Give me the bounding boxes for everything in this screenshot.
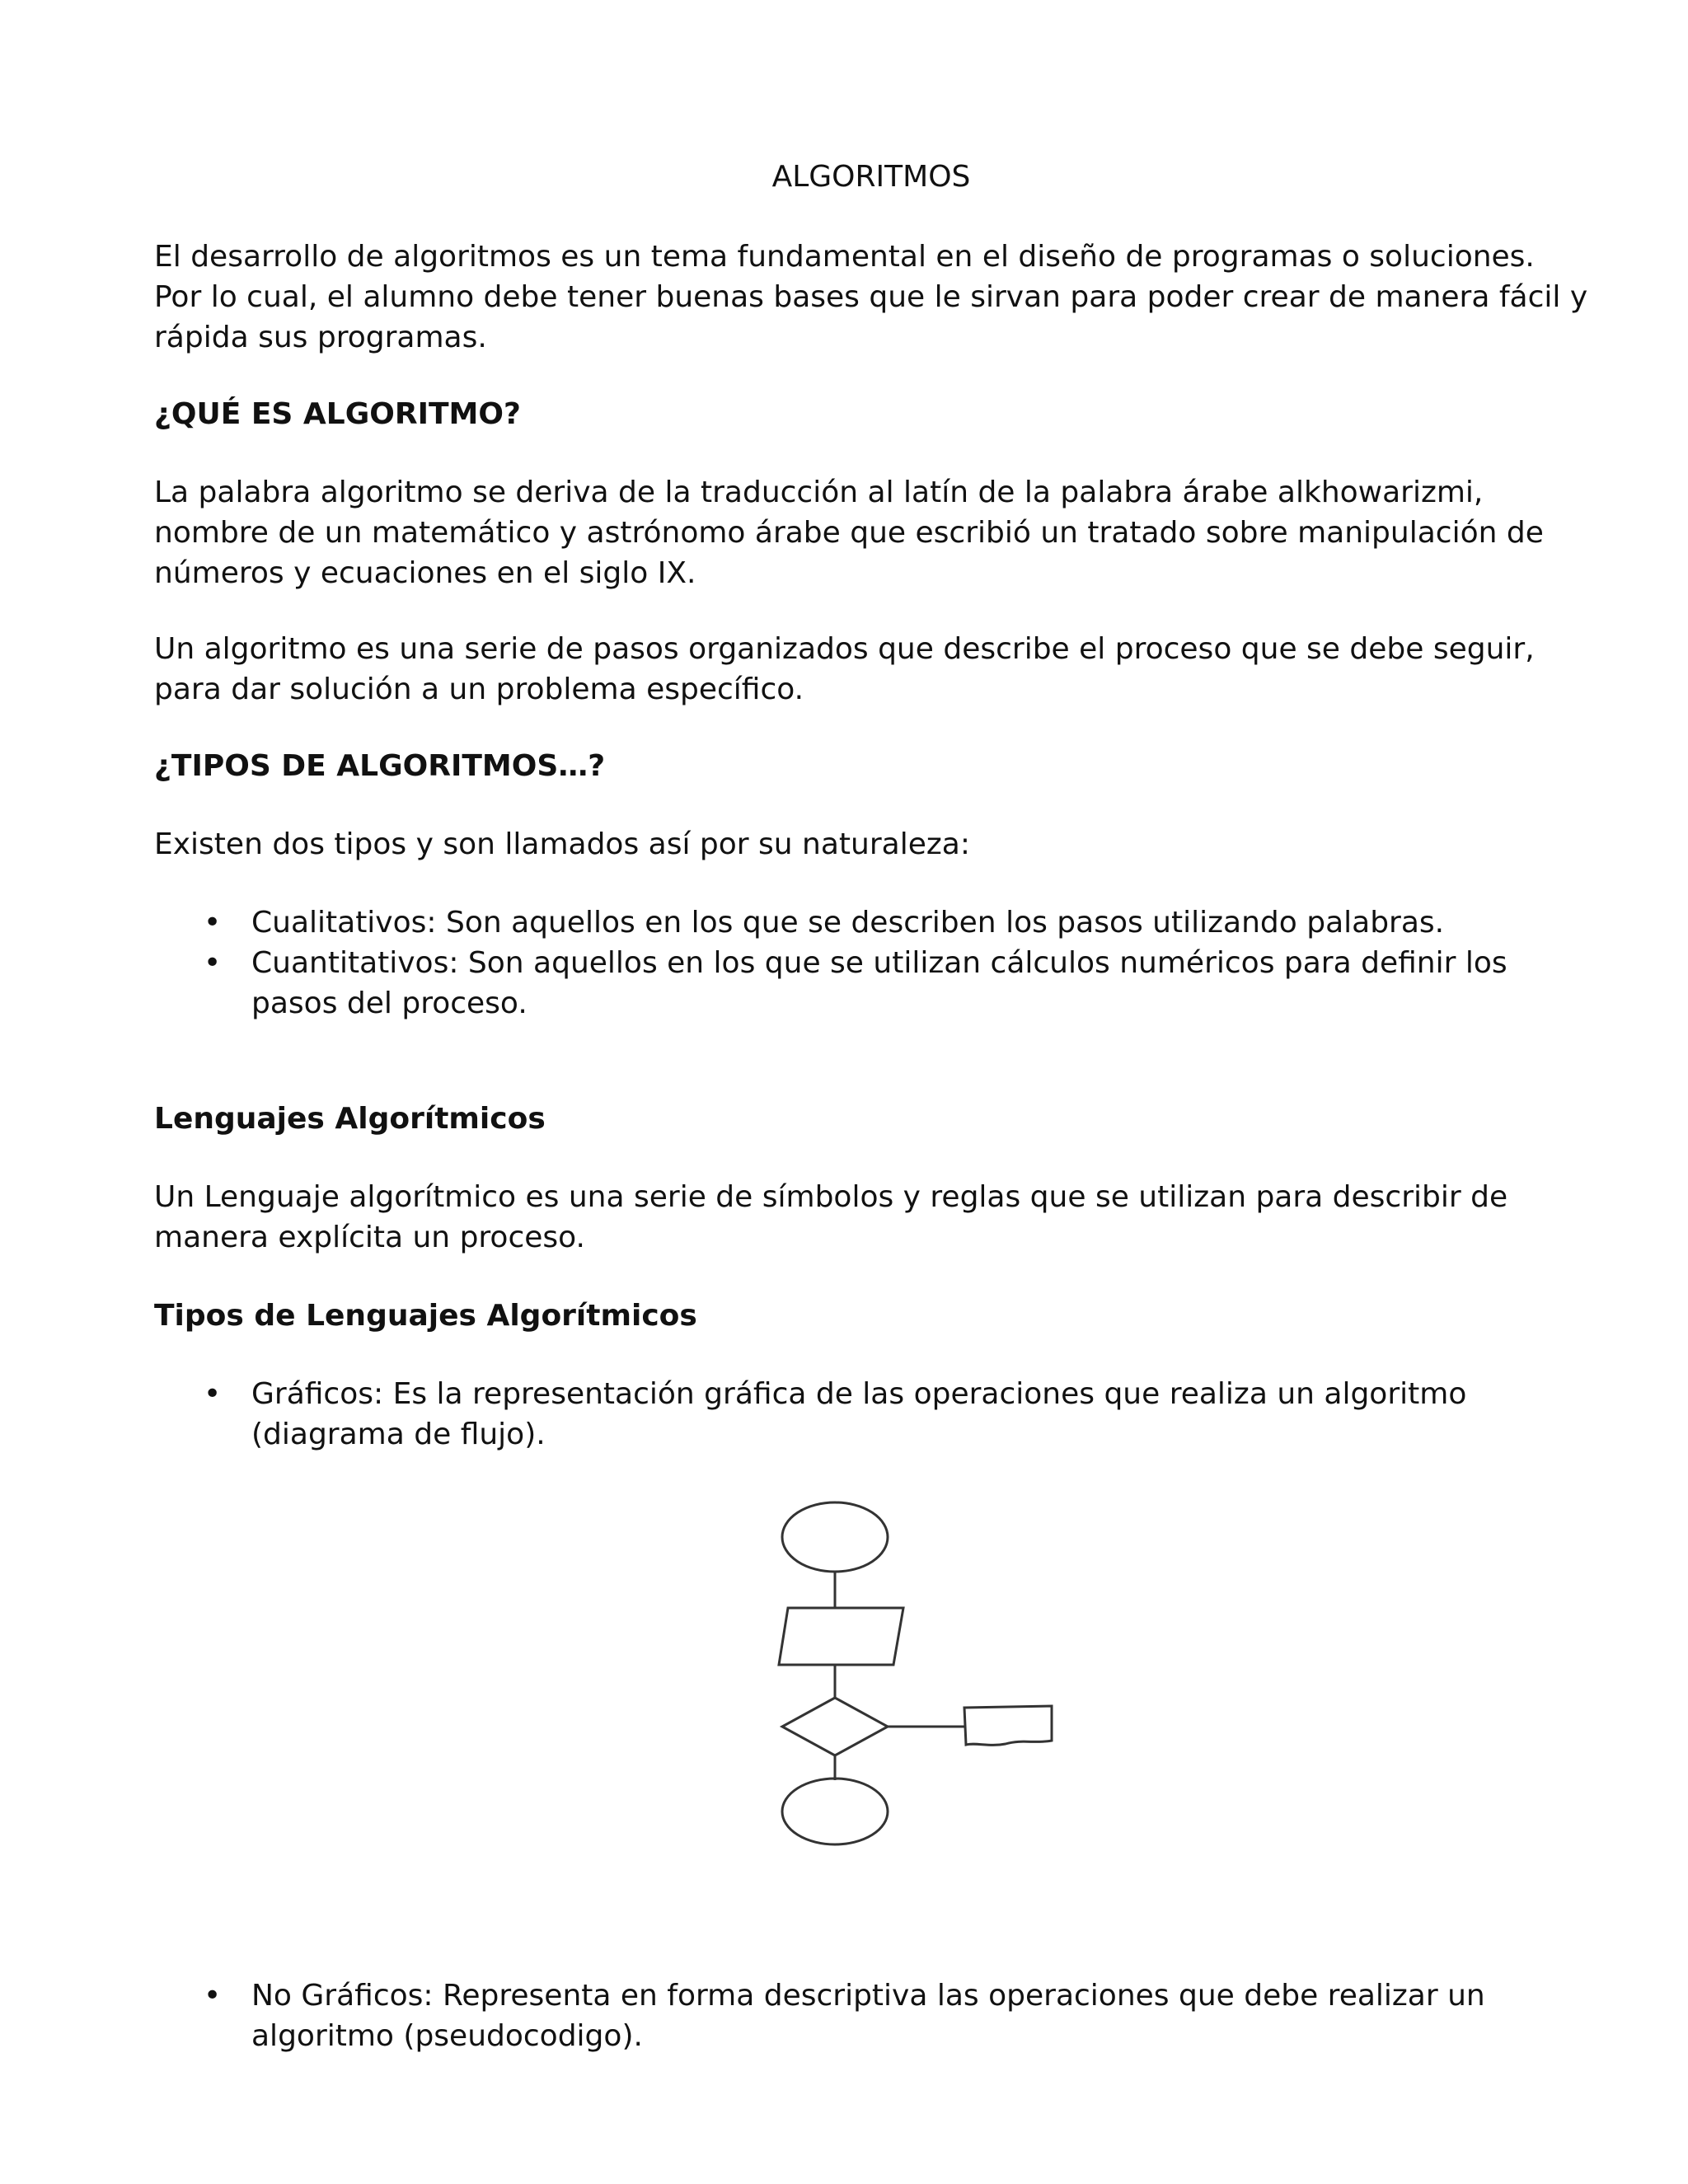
list-item-text: Cualitativos: Son aquellos en los que se describen los pasos utilizando palabras. [251,906,1445,940]
bullet-icon: • [204,1979,222,2013]
decision-diamond-shape [782,1698,888,1755]
bullet-icon: • [204,946,222,980]
end-terminal-shape [782,1779,888,1844]
algorithm-paragraph: Un algoritmo es una serie de pasos organizados que describe el proceso que se debe seguir, para dar solución a un problema específico. [154,632,1535,706]
list-item-cualitativos [154,902,1588,943]
start-terminal-shape [782,1502,888,1572]
section-heading-lenguajes: Lenguajes Algorítmicos [154,1102,546,1136]
list-item-text: No Gráficos: Representa en forma descriptiva las operaciones que debe realizar un algoritmo (pseudocodigo). [251,1979,1485,2053]
types-list [154,902,1588,1024]
list-item-graficos [154,1374,1588,1455]
list-item-text: Gráficos: Es la representación gráfica de las operaciones que realiza un algoritmo (diagrama de flujo). [251,1377,1467,1451]
section-heading-tipos-lenguajes: Tipos de Lenguajes Algorítmicos [154,1299,697,1333]
flowchart-diagram [758,1492,1071,1854]
types-intro-paragraph: Existen dos tipos y son llamados así por su naturaleza: [154,827,970,861]
document-output-shape [964,1706,1052,1745]
list-item-cuantitativos [154,943,1588,1024]
bullet-icon: • [204,906,222,940]
lenguaje-paragraph: Un Lenguaje algorítmico es una serie de símbolos y reglas que se utilizan para describir de manera explícita un proceso. [154,1180,1508,1254]
list-item-no-graficos [154,1975,1588,2056]
bullet-icon: • [204,1377,222,1411]
document-title: ALGORITMOS [771,160,971,194]
graphic-languages-list [154,1374,1588,1455]
input-parallelogram-shape [779,1608,903,1665]
intro-paragraph: El desarrollo de algoritmos es un tema fundamental en el diseño de programas o soluciones. Por lo cual, el alumno debe tener buenas bases que le sirvan para poder crear de manera fácil y rápida sus programas. [154,240,1588,354]
definition-paragraph: La palabra algoritmo se deriva de la traducción al latín de la palabra árabe alkhowarizmi, nombre de un matemático y astrónomo árabe que escribió un tratado sobre manipulación de números y ecuaciones en el siglo IX. [154,476,1544,590]
nongraphic-languages-list [154,1975,1588,2056]
list-item-text: Cuantitativos: Son aquellos en los que se utilizan cálculos numéricos para definir los pasos del proceso. [251,946,1507,1020]
section-heading-que-es: ¿QUÉ ES ALGORITMO? [154,397,521,431]
section-heading-tipos: ¿TIPOS DE ALGORITMOS…? [154,749,606,783]
